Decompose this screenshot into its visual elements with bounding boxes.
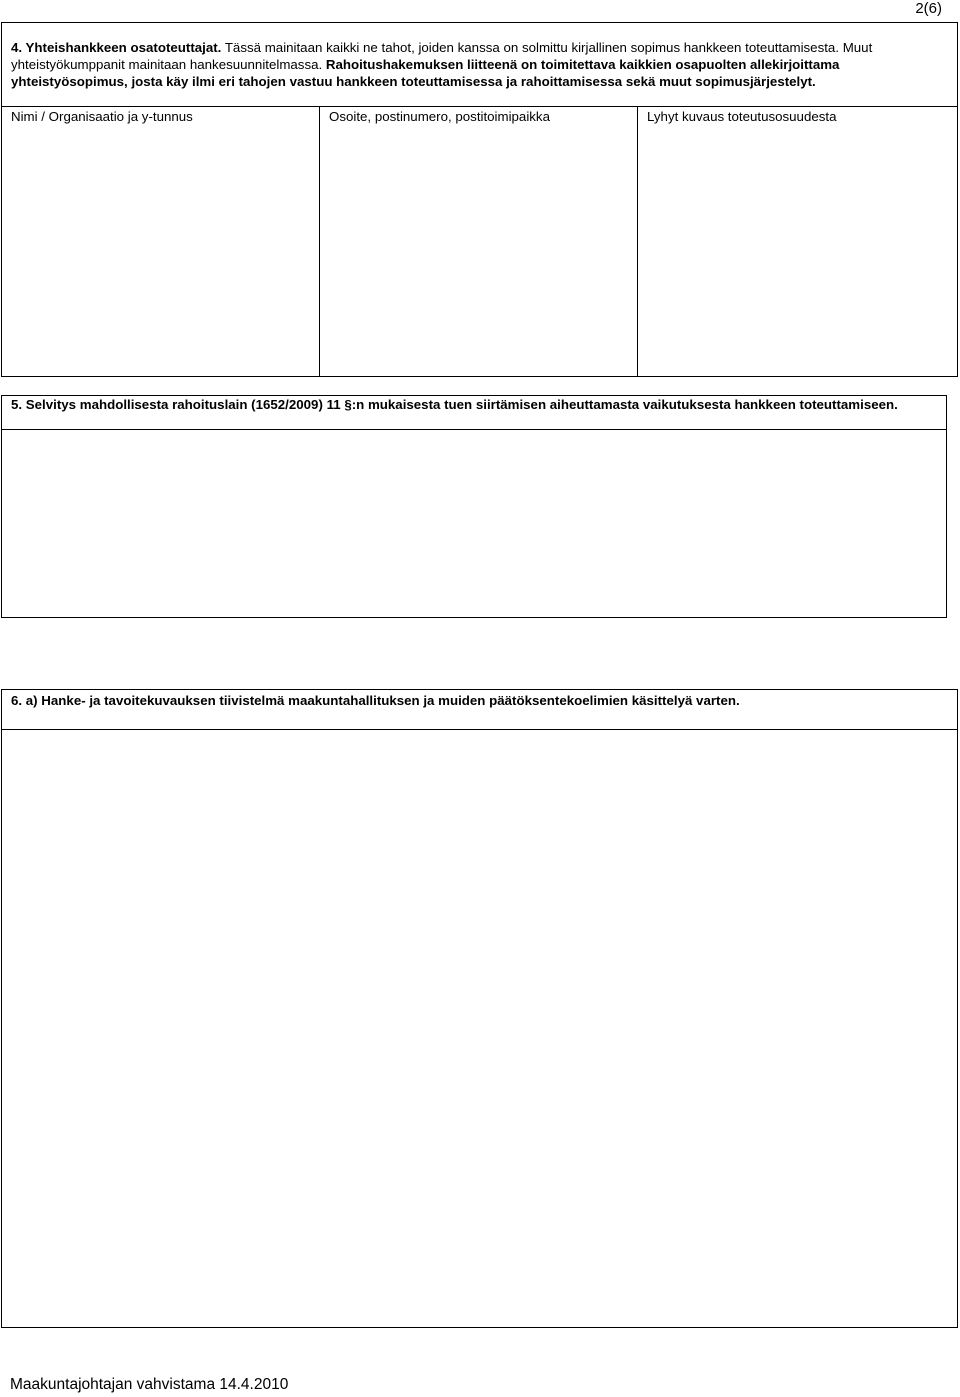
column-address[interactable] [319,107,637,376]
column-header-address: Osoite, postinumero, postitoimipaikka [329,109,550,124]
section-4-requirement: Rahoitushakemuksen liitteenä on toimitettava kaikkien osapuolten allekirjoittama yhteistyösopimus, josta käy ilmi eri tahojen vastuu hankkeen toteuttamisessa ja rahoittamisessa sekä muut sopimusjärjestelyt. [11,57,840,89]
section-5-answer-field[interactable] [1,429,947,618]
column-description[interactable] [637,107,957,376]
footer-approval: Maakuntajohtajan vahvistama 14.4.2010 [10,1376,289,1393]
section-6-title: 6. a) Hanke- ja tavoitekuvauksen tiivistelmä maakuntahallituksen ja muiden päätöksentekoelimien käsittelyä varten. [1,689,958,730]
page-number: 2(6) [915,0,942,17]
partners-table [2,107,957,376]
column-name-org[interactable] [2,107,319,376]
section-4-intro [2,23,957,107]
section-4-title: 4. Yhteishankkeen osatoteuttajat. [11,40,222,55]
section-6-answer-field[interactable] [1,729,958,1328]
column-header-description: Lyhyt kuvaus toteutusosuudesta [647,109,837,124]
section-4-text: Tässä mainitaan kaikki ne tahot, joiden kanssa on solmittu kirjallinen sopimus hankkeen toteuttamisesta. Muut yhteistyökumppanit mainitaan hankesuunnitelmassa. [11,40,873,72]
column-header-name-org: Nimi / Organisaatio ja y-tunnus [11,109,193,124]
section-5-title: 5. Selvitys mahdollisesta rahoituslain (1652/2009) 11 §:n mukaisesta tuen siirtämisen aiheuttamasta vaikutuksesta hankkeen toteuttamiseen. [1,395,947,430]
section-4-box [1,22,958,377]
